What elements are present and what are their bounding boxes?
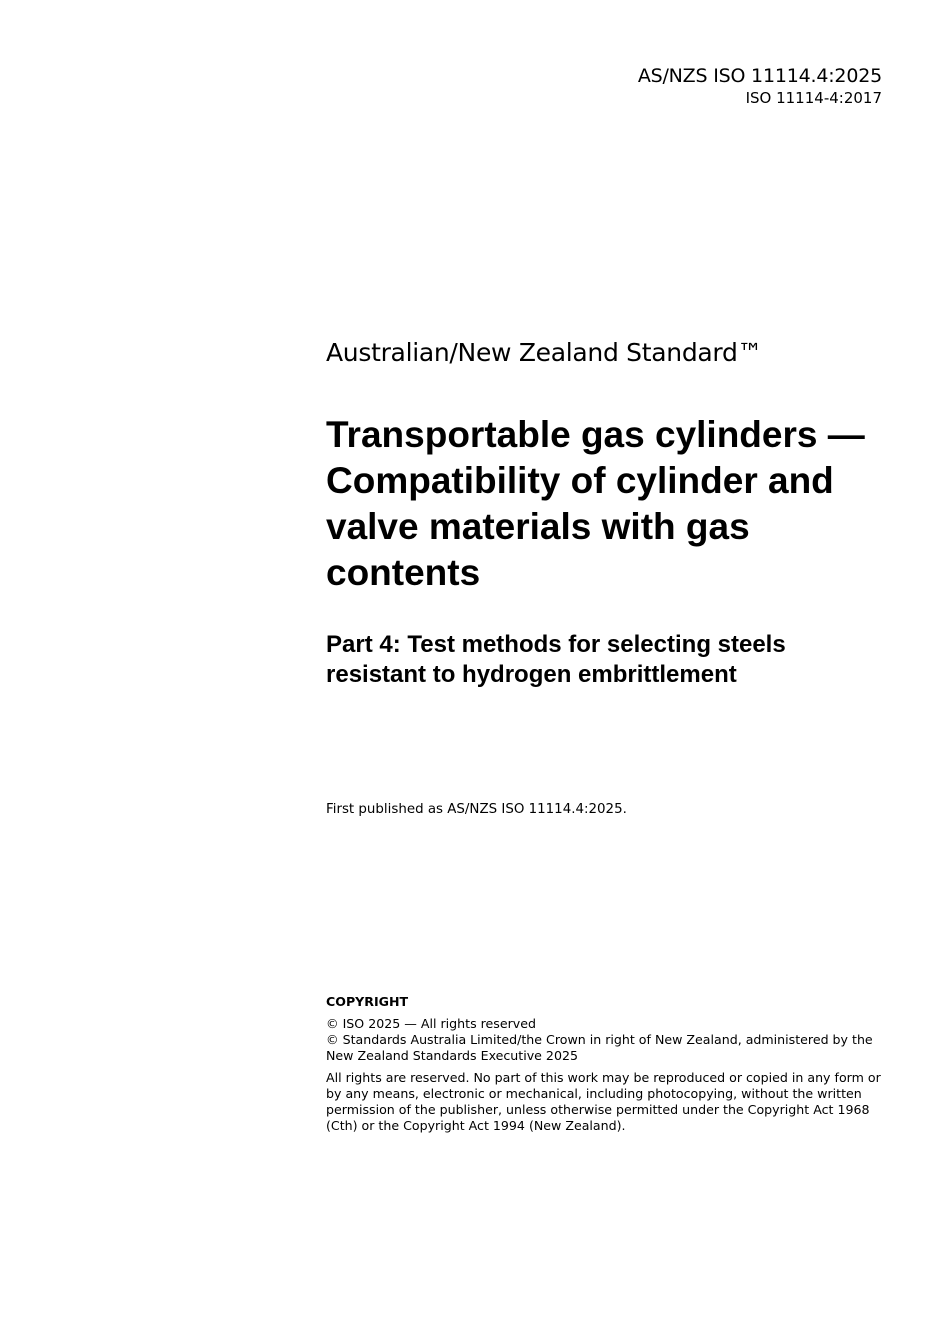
standard-designation (638, 64, 882, 108)
part-title: Part 4: Test methods for selecting steels resistant to hydrogen embrittlement (326, 631, 786, 688)
first-published-note: First published as AS/NZS ISO 11114.4:2025. (326, 802, 627, 817)
document-title: Transportable gas cylinders — Compatibility of cylinder and valve materials with gas contents (326, 414, 865, 593)
series-title: Australian/New Zealand Standard™ (326, 338, 763, 367)
rights-reserved-text: All rights are reserved. No part of this work may be reproduced or copied in any form or by any means, electronic or mechanical, including photocopying, without the written permission of the publisher, unless otherwise permitted under the Copyright Act 1968 (Cth) or the Copyright Act 1994 (New Zealand). (326, 1070, 881, 1133)
iso-copyright-line: © ISO 2025 — All rights reserved (326, 1016, 536, 1031)
iso-designation: ISO 11114-4:2017 (745, 89, 882, 107)
copyright-section (326, 994, 896, 1134)
asnzs-designation: AS/NZS ISO 11114.4:2025 (637, 65, 882, 87)
standards-copyright-line: © Standards Australia Limited/the Crown in right of New Zealand, administered by the New Zealand Standards Executive 2025 (326, 1032, 873, 1063)
copyright-heading: COPYRIGHT (326, 994, 409, 1009)
